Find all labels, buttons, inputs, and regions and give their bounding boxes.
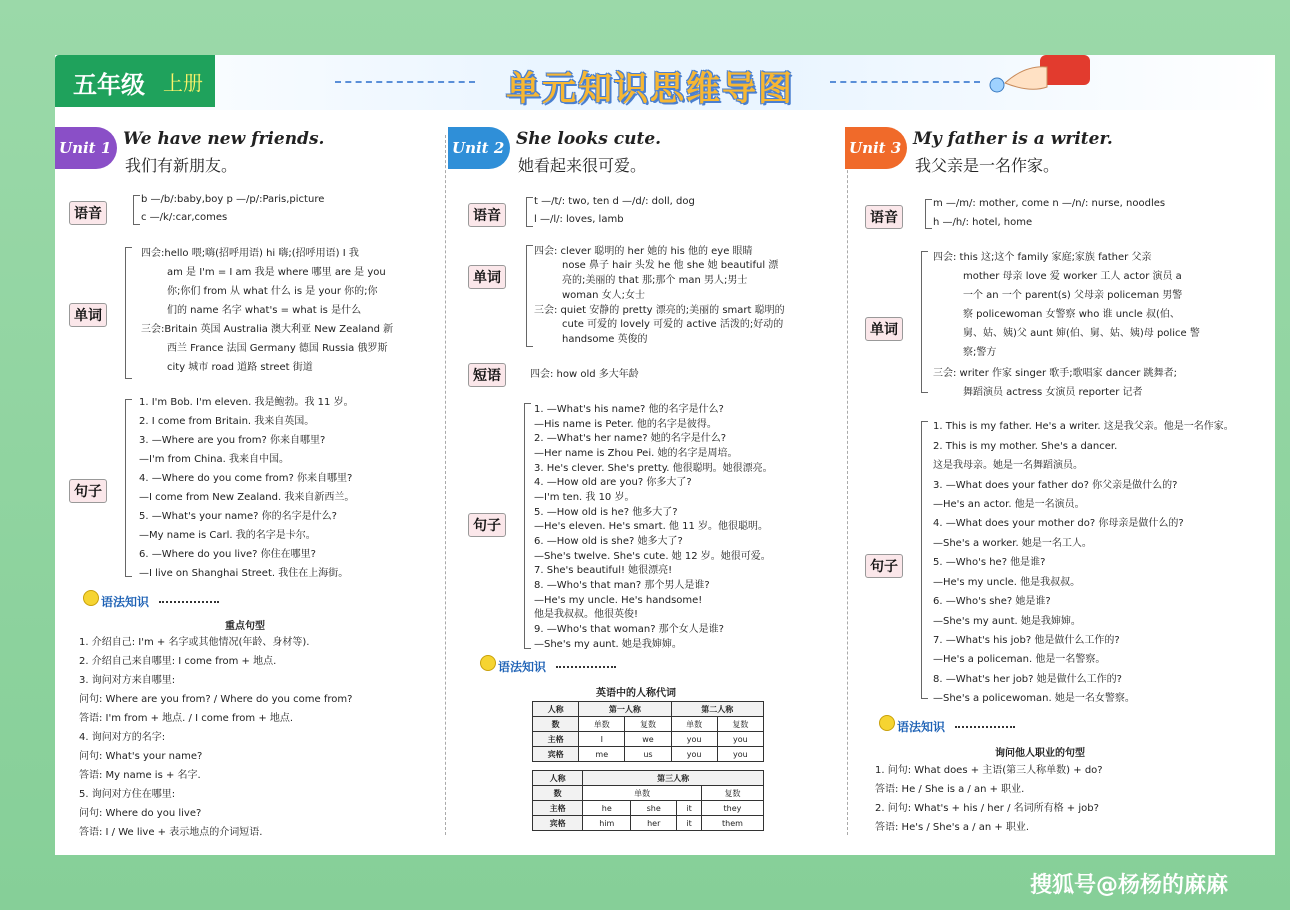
unit-3-phonics-line: h —/h/: hotel, home	[933, 217, 1033, 228]
unit-1-sentence: 4. —Where do you come from? 你来自哪里?	[139, 473, 353, 484]
unit-2-grammar-label: 语法知识	[498, 660, 547, 674]
unit-2-title-en: She looks cute.	[516, 129, 662, 149]
unit-1-grammar-line: 3. 询问对方来自哪里:	[79, 675, 176, 686]
unit-1-grammar-line: 2. 介绍自己来自哪里: I come from + 地点.	[79, 656, 277, 667]
grammar-wave	[955, 720, 1015, 728]
unit-1-words-label: 单词	[69, 303, 107, 327]
lightbulb-icon	[879, 715, 895, 731]
unit-3-word-line: 一个 an 一个 parent(s) 父母亲 policeman 男警	[963, 290, 1183, 301]
unit-1-sentence: 1. I'm Bob. I'm eleven. 我是鲍勃。我 11 岁。	[139, 397, 354, 408]
unit-3-sentence: 这是我母亲。她是一名舞蹈演员。	[933, 460, 1083, 471]
unit-1-word-line: city 城市 road 道路 street 街道	[167, 362, 313, 373]
unit-1-word-line: 四会:hello 喂;嗨(招呼用语) hi 嗨;(招呼用语) I 我	[141, 248, 359, 259]
table-cell: 单数	[671, 717, 717, 732]
mind-map-sheet	[55, 55, 1275, 855]
unit-3-sentences-label: 句子	[865, 554, 903, 578]
unit-1-grammar-line: 答语: I / We live + 表示地点的介词短语.	[79, 827, 263, 838]
lightbulb-icon	[480, 655, 496, 671]
unit-3-sentence: —She's a policewoman. 她是一名女警察。	[933, 693, 1135, 704]
unit-3-grammar-line: 答语: He / She is a / an + 职业.	[875, 784, 1025, 795]
column-divider	[445, 135, 446, 835]
table-cell: 数	[533, 786, 583, 801]
unit-1-word-line: 三会:Britain 英国 Australia 澳大利亚 New Zealand 新	[141, 324, 394, 335]
unit-1-grammar-label: 语法知识	[101, 595, 150, 609]
unit-1-sentence: —I come from New Zealand. 我来自新西兰。	[139, 492, 355, 503]
table-cell: I	[579, 732, 625, 747]
table-cell: 复数	[717, 717, 763, 732]
unit-3-word-line: 四会: this 这;这个 family 家庭;家族 father 父亲	[933, 252, 1152, 263]
unit-3-grammar-label: 语法知识	[897, 720, 946, 734]
table-cell: she	[631, 801, 677, 816]
unit-1-grammar-heading: 重点句型	[225, 621, 265, 632]
unit-1-grammar-line: 问句: What's your name?	[79, 751, 203, 762]
table-cell: you	[671, 747, 717, 762]
table-cell: her	[631, 816, 677, 831]
unit-3-sentence: 1. This is my father. He's a writer. 这是我父亲。他是一名作家。	[933, 421, 1234, 432]
unit-3-phonics-line: m —/m/: mother, come n —/n/: nurse, noodles	[933, 198, 1166, 209]
unit-2-sentences-brace	[524, 403, 531, 649]
unit-2-grammar-heading: 英语中的人称代词	[596, 688, 676, 699]
table-cell: 人称	[533, 702, 579, 717]
table-cell: 人称	[533, 771, 583, 786]
table-cell: you	[717, 747, 763, 762]
unit-3-words-label: 单词	[865, 317, 903, 341]
table-cell: you	[717, 732, 763, 747]
pointing-hand-icon	[985, 55, 1095, 105]
term-label: 上册	[163, 71, 203, 95]
unit-1-sentences-brace	[125, 399, 132, 577]
table-cell: 宾格	[533, 747, 579, 762]
unit-2-sentence: 6. —How old is she? 她多大了?	[534, 536, 683, 547]
table-cell: 第三人称	[583, 771, 764, 786]
table-cell: us	[625, 747, 671, 762]
unit-2-word-line: nose 鼻子 hair 头发 he 他 she 她 beautiful 漂	[562, 260, 779, 271]
unit-1-sentence: 3. —Where are you from? 你来自哪里?	[139, 435, 326, 446]
unit-1-tag: Unit 1	[55, 127, 117, 169]
unit-1-phonics-brace	[133, 195, 140, 225]
table-cell: 主格	[533, 732, 579, 747]
table-cell: them	[701, 816, 763, 831]
unit-1-phonics-label: 语音	[69, 201, 107, 225]
unit-1-sentence: —I'm from China. 我来自中国。	[139, 454, 289, 465]
unit-2-sentence: —He's my uncle. He's handsome!	[534, 595, 703, 606]
unit-3-sentence: 5. —Who's he? 他是谁?	[933, 557, 1046, 568]
unit-2-words-label: 单词	[468, 265, 506, 289]
unit-2-phonics-brace	[526, 197, 533, 227]
unit-1-grammar-line: 问句: Where are you from? / Where do you come from?	[79, 694, 353, 705]
unit-3-words-brace	[921, 251, 928, 393]
unit-3-tag: Unit 3	[845, 127, 907, 169]
unit-2-sentence: —She's my aunt. 她是我婶婶。	[534, 639, 682, 650]
unit-2-sentence: 5. —How old is he? 他多大了?	[534, 507, 678, 518]
table-cell: 主格	[533, 801, 583, 816]
table-cell: you	[671, 732, 717, 747]
unit-1-word-line: 西兰 France 法国 Germany 德国 Russia 俄罗斯	[167, 343, 388, 354]
unit-2-sentence: 4. —How old are you? 你多大了?	[534, 477, 692, 488]
table-cell: it	[677, 816, 702, 831]
unit-2-sentence: —She's twelve. She's cute. 她 12 岁。她很可爱。	[534, 551, 771, 562]
unit-1-sentence: —My name is Carl. 我的名字是卡尔。	[139, 530, 316, 541]
unit-2-sentence: 3. He's clever. She's pretty. 他很聪明。她很漂亮。	[534, 463, 773, 474]
unit-1-sentence: 6. —Where do you live? 你住在哪里?	[139, 549, 316, 560]
unit-3-title-cn: 我父亲是一名作家。	[915, 156, 1060, 175]
unit-2-sentences-label: 句子	[468, 513, 506, 537]
watermark-text: 搜狐号@杨杨的麻麻	[1030, 873, 1229, 898]
unit-3-grammar-line: 2. 问句: What's + his / her / 名词所有格 + job?	[875, 803, 1099, 814]
unit-2-word-line: 三会: quiet 安静的 pretty 漂亮的;美丽的 smart 聪明的	[534, 305, 785, 316]
unit-2-words-brace	[526, 245, 533, 347]
unit-2-word-line: 亮的;美丽的 that 那;那个 man 男人;男士	[562, 275, 748, 286]
unit-2-sentence: —Her name is Zhou Pei. 她的名字是周培。	[534, 448, 738, 459]
table-cell: 第二人称	[671, 702, 763, 717]
table-cell: 单数	[579, 717, 625, 732]
unit-2-sentence: —I'm ten. 我 10 岁。	[534, 492, 635, 503]
unit-3-grammar-line: 1. 问句: What does + 主语(第三人称单数) + do?	[875, 765, 1103, 776]
unit-3-sentence: 2. This is my mother. She's a dancer.	[933, 441, 1118, 452]
unit-2-word-line: 四会: clever 聪明的 her 她的 his 他的 eye 眼睛	[534, 246, 753, 257]
table-cell: they	[701, 801, 763, 816]
unit-3-phonics-label: 语音	[865, 205, 903, 229]
header-dash-left	[335, 81, 475, 83]
unit-3-title-en: My father is a writer.	[913, 129, 1113, 149]
grammar-wave	[159, 595, 219, 603]
unit-1-phonics-line: b —/b/:baby,boy p —/p/:Paris,picture	[141, 194, 325, 205]
table-cell: he	[583, 801, 631, 816]
unit-2-word-line: cute 可爱的 lovely 可爱的 active 活泼的;好动的	[562, 319, 784, 330]
unit-2-phrase-line: 四会: how old 多大年龄	[530, 369, 639, 380]
unit-3-column	[845, 127, 1265, 847]
unit-1-title-en: We have new friends.	[123, 129, 325, 149]
unit-1-grammar-line: 5. 询问对方住在哪里:	[79, 789, 176, 800]
unit-3-word-line: 舞蹈演员 actress 女演员 reporter 记者	[963, 387, 1143, 398]
unit-2-sentence: 7. She's beautiful! 她很漂亮!	[534, 565, 673, 576]
unit-2-phonics-label: 语音	[468, 203, 506, 227]
unit-1-sentence: 5. —What's your name? 你的名字是什么?	[139, 511, 337, 522]
unit-1-word-line: 们的 name 名字 what's = what is 是什么	[167, 305, 362, 316]
unit-2-phrases-label: 短语	[468, 363, 506, 387]
table-cell: it	[677, 801, 702, 816]
grade-badge	[55, 55, 215, 107]
table-cell: 复数	[701, 786, 763, 801]
header-dash-right	[830, 81, 980, 83]
unit-2-sentence: —His name is Peter. 他的名字是彼得。	[534, 419, 717, 430]
unit-3-sentence: —He's my uncle. 他是我叔叔。	[933, 577, 1081, 588]
unit-1-word-line: am 是 I'm = I am 我是 where 哪里 are 是 you	[167, 267, 386, 278]
grade-label: 五年级	[73, 71, 145, 99]
unit-3-sentence: —He's an actor. 他是一名演员。	[933, 499, 1085, 510]
grammar-wave	[556, 660, 616, 668]
unit-1-grammar-line: 答语: I'm from + 地点. / I come from + 地点.	[79, 713, 294, 724]
unit-2-phonics-line: l —/l/: loves, lamb	[534, 214, 624, 225]
unit-2-tag: Unit 2	[448, 127, 510, 169]
unit-1-grammar-line: 1. 介绍自己: I'm + 名字或其他情况(年龄、身材等).	[79, 637, 310, 648]
unit-3-sentence: —She's my aunt. 她是我婶婶。	[933, 616, 1081, 627]
unit-3-sentence: 7. —What's his job? 他是做什么工作的?	[933, 635, 1120, 646]
unit-3-sentence: 8. —What's her job? 她是做什么工作的?	[933, 674, 1122, 685]
unit-3-sentence: 4. —What does your mother do? 你母亲是做什么的?	[933, 518, 1184, 529]
pronoun-table-1	[532, 701, 764, 762]
table-cell: 宾格	[533, 816, 583, 831]
unit-2-sentence: 他是我叔叔。他很英俊!	[534, 609, 639, 620]
header-bar	[55, 55, 1275, 110]
unit-1-sentence: —I live on Shanghai Street. 我住在上海街。	[139, 568, 349, 579]
unit-3-word-line: mother 母亲 love 爱 worker 工人 actor 演员 a	[963, 271, 1182, 282]
unit-2-sentence: 8. —Who's that man? 那个男人是谁?	[534, 580, 710, 591]
unit-1-phonics-line: c —/k/:car,comes	[141, 212, 228, 223]
unit-3-word-line: 舅、姑、姨)父 aunt 婶(伯、舅、姑、姨)母 police 警	[963, 328, 1200, 339]
unit-3-sentence: 3. —What does your father do? 你父亲是做什么的?	[933, 480, 1178, 491]
unit-1-word-line: 你;你们 from 从 what 什么 is 是 your 你的;你	[167, 286, 378, 297]
unit-1-sentences-label: 句子	[69, 479, 107, 503]
unit-2-sentence: 1. —What's his name? 他的名字是什么?	[534, 404, 724, 415]
unit-1-grammar-line: 4. 询问对方的名字:	[79, 732, 166, 743]
unit-1-sentence: 2. I come from Britain. 我来自英国。	[139, 416, 315, 427]
unit-3-word-line: 察 policewoman 女警察 who 谁 uncle 叔(伯、	[963, 309, 1180, 320]
unit-2-word-line: woman 女人;女士	[562, 290, 646, 301]
unit-3-grammar-heading: 询问他人职业的句型	[995, 748, 1085, 759]
unit-1-grammar-line: 问句: Where do you live?	[79, 808, 202, 819]
unit-3-sentence: —She's a worker. 她是一名工人。	[933, 538, 1092, 549]
unit-2-word-line: handsome 英俊的	[562, 334, 648, 345]
unit-2-sentence: 2. —What's her name? 她的名字是什么?	[534, 433, 727, 444]
unit-3-sentence: —He's a policeman. 他是一名警察。	[933, 654, 1106, 665]
table-cell: 第一人称	[579, 702, 671, 717]
unit-3-word-line: 三会: writer 作家 singer 歌手;歌唱家 dancer 跳舞者;	[933, 368, 1177, 379]
unit-2-sentence: 9. —Who's that woman? 那个女人是谁?	[534, 624, 724, 635]
unit-3-grammar-line: 答语: He's / She's a / an + 职业.	[875, 822, 1030, 833]
table-cell: me	[579, 747, 625, 762]
unit-3-phonics-brace	[925, 199, 932, 229]
unit-1-title-cn: 我们有新朋友。	[125, 156, 238, 175]
unit-2-title-cn: 她看起来很可爱。	[518, 156, 647, 175]
lightbulb-icon	[83, 590, 99, 606]
unit-2-phonics-line: t —/t/: two, ten d —/d/: doll, dog	[534, 196, 695, 207]
table-cell: 数	[533, 717, 579, 732]
pronoun-table-2	[532, 770, 764, 831]
unit-1-words-brace	[125, 247, 132, 379]
page-title: 单元知识思维导图	[506, 69, 794, 109]
table-cell: 复数	[625, 717, 671, 732]
table-cell: we	[625, 732, 671, 747]
unit-1-grammar-line: 答语: My name is + 名字.	[79, 770, 201, 781]
unit-3-sentence: 6. —Who's she? 她是谁?	[933, 596, 1051, 607]
table-cell: him	[583, 816, 631, 831]
unit-2-sentence: —He's eleven. He's smart. 他 11 岁。他很聪明。	[534, 521, 769, 532]
unit-3-sentences-brace	[921, 421, 928, 699]
table-cell: 单数	[583, 786, 702, 801]
unit-3-word-line: 察;警方	[963, 347, 997, 358]
unit-2-column	[448, 127, 843, 847]
unit-1-column	[55, 127, 440, 847]
